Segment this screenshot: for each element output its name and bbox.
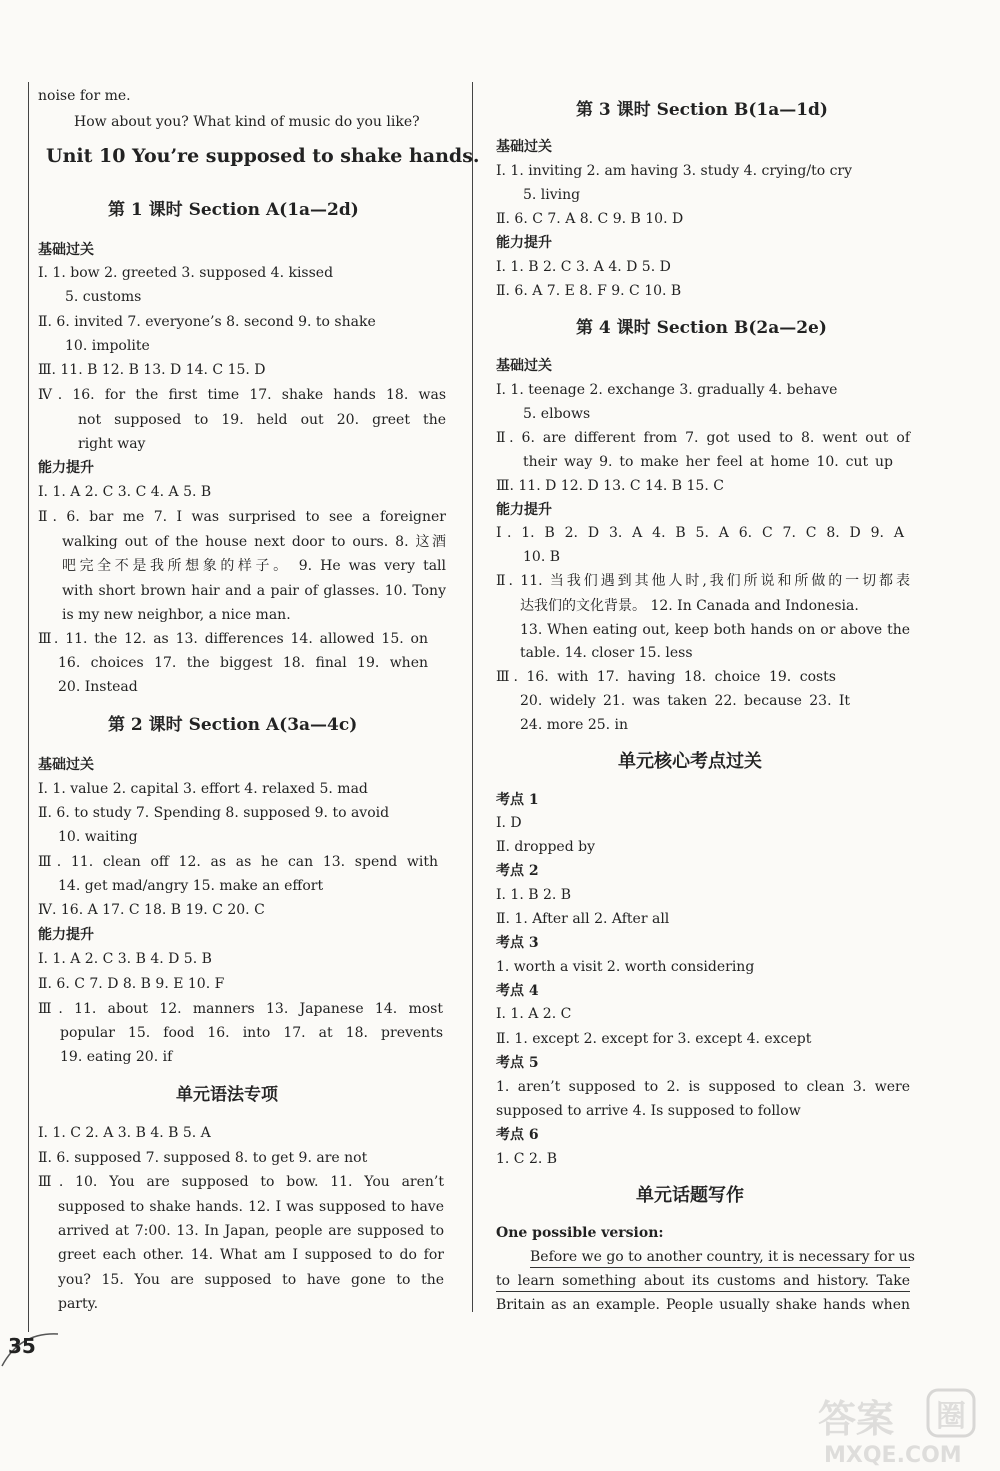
lesson2-basic-label: 基础过关 bbox=[38, 757, 94, 773]
lesson1-basic-line: Ⅲ. 11. B 12. B 13. D 14. C 15. D bbox=[38, 362, 266, 378]
lesson4-ability-line: 20. widely 21. was taken 22. because 23. It bbox=[520, 693, 850, 709]
core-k5-label: 考点 5 bbox=[496, 1055, 539, 1071]
core-k6-line: 1. C 2. B bbox=[496, 1151, 558, 1167]
core-k1-label: 考点 1 bbox=[496, 792, 539, 808]
lesson2-basic-line: Ⅰ. 1. value 2. capital 3. effort 4. relaxed 5. mad bbox=[38, 781, 368, 797]
grammar-line: Ⅰ. 1. C 2. A 3. B 4. B 5. A bbox=[38, 1125, 211, 1141]
writing-line-text: Before we go to another country, it is necessary for us bbox=[530, 1249, 915, 1265]
grammar-line: Ⅱ. 6. supposed 7. supposed 8. to get 9. are not bbox=[38, 1150, 368, 1166]
lesson4-ability-line: 达我们的文化背景。 12. In Canada and Indonesia. bbox=[520, 598, 859, 614]
lesson4-ability-line: table. 14. closer 15. less bbox=[520, 645, 693, 661]
core-k5-line: supposed to arrive 4. Is supposed to follow bbox=[496, 1103, 801, 1119]
core-k1-line: Ⅱ. dropped by bbox=[496, 839, 595, 855]
lesson1-basic-line: Ⅳ. 16. for the first time 17. shake hands 18. was bbox=[38, 387, 446, 403]
lesson3-title: 第 3 课时 Section B(1a—1d) bbox=[576, 100, 828, 120]
lesson1-ability-line: is my new neighbor, a nice man. bbox=[62, 607, 291, 623]
svg-text:圈: 圈 bbox=[936, 1399, 966, 1434]
writing-line-text: Britain as an example. People usually shake hands when bbox=[496, 1297, 910, 1313]
lesson1-title: 第 1 课时 Section A(1a—2d) bbox=[108, 200, 359, 220]
writing-line bbox=[496, 1295, 910, 1315]
lesson1-basic-line: right way bbox=[78, 436, 146, 452]
grammar-line: party. bbox=[58, 1296, 99, 1312]
grammar-line: Ⅲ. 10. You are supposed to bow. 11. You aren’t bbox=[38, 1174, 444, 1190]
grammar-line: you? 15. You are supposed to have gone to the bbox=[58, 1272, 444, 1288]
lesson3-ability-line: Ⅱ. 6. A 7. E 8. F 9. C 10. B bbox=[496, 283, 682, 299]
core-k4-label: 考点 4 bbox=[496, 983, 539, 999]
grammar-line: greet each other. 14. What am I supposed to do for bbox=[58, 1247, 444, 1263]
grammar-line: arrived at 7:00. 13. In Japan, people are supposed to bbox=[58, 1223, 444, 1239]
core-k4-line: Ⅱ. 1. except 2. except for 3. except 4. except bbox=[496, 1031, 812, 1047]
lesson4-ability-line: Ⅲ. 16. with 17. having 18. choice 19. costs bbox=[496, 669, 836, 685]
core-k2-label: 考点 2 bbox=[496, 863, 539, 879]
page-number: 35 bbox=[8, 1334, 36, 1358]
core-k5-line: 1. aren’t supposed to 2. is supposed to clean 3. were bbox=[496, 1079, 910, 1095]
lesson4-basic-line: Ⅲ. 11. D 12. D 13. C 14. B 15. C bbox=[496, 478, 724, 494]
lesson1-ability-label: 能力提升 bbox=[38, 460, 94, 476]
lesson2-ability-line: 19. eating 20. if bbox=[60, 1049, 173, 1065]
carryover-line-1: noise for me. bbox=[38, 88, 131, 104]
lesson2-ability-line: Ⅱ. 6. C 7. D 8. B 9. E 10. F bbox=[38, 976, 225, 992]
lesson3-ability-label: 能力提升 bbox=[496, 235, 552, 251]
core-k6-label: 考点 6 bbox=[496, 1127, 539, 1143]
lesson1-ability-line: Ⅱ. 6. bar me 7. I was surprised to see a foreigner bbox=[38, 509, 446, 525]
unit-title: Unit 10 You’re supposed to shake hands. bbox=[46, 145, 480, 167]
core-k4-line: Ⅰ. 1. A 2. C bbox=[496, 1006, 572, 1022]
grammar-title: 单元语法专项 bbox=[176, 1085, 278, 1105]
lesson2-title: 第 2 课时 Section A(3a—4c) bbox=[108, 715, 358, 735]
lesson1-ability-line: 20. Instead bbox=[58, 679, 138, 695]
center-column-rule bbox=[472, 82, 473, 1312]
lesson1-ability-line: 16. choices 17. the biggest 18. final 19. when bbox=[58, 655, 428, 671]
core-k1-line: Ⅰ. D bbox=[496, 815, 522, 831]
writing-line bbox=[530, 1247, 915, 1268]
watermark-logo bbox=[810, 1388, 980, 1468]
lesson4-basic-line: their way 9. to make her feel at home 10. cut up bbox=[523, 454, 893, 470]
lesson4-ability-line: 24. more 25. in bbox=[520, 717, 629, 733]
grammar-line: supposed to shake hands. 12. I was supposed to have bbox=[58, 1199, 444, 1215]
lesson1-ability-line: 吧完全不是我所想象的样子。 9. He was very tall bbox=[62, 558, 446, 574]
core-k2-line: Ⅱ. 1. After all 2. After all bbox=[496, 911, 670, 927]
lesson1-basic-line: 10. impolite bbox=[65, 338, 150, 354]
lesson4-ability-line: Ⅱ. 11. 当我们遇到其他人时,我们所说和所做的一切都表 bbox=[496, 573, 910, 589]
writing-line bbox=[496, 1271, 910, 1292]
lesson1-basic-label: 基础过关 bbox=[38, 242, 94, 258]
lesson1-ability-line: walking out of the house next door to ours. 8. 这酒 bbox=[62, 534, 446, 550]
lesson2-basic-line: Ⅱ. 6. to study 7. Spending 8. supposed 9. to avoid bbox=[38, 805, 390, 821]
core-k3-line: 1. worth a visit 2. worth considering bbox=[496, 959, 755, 975]
lesson4-basic-line: 5. elbows bbox=[523, 406, 591, 422]
lesson1-basic-line: not supposed to 19. held out 20. greet the bbox=[78, 412, 446, 428]
lesson2-basic-line: 10. waiting bbox=[58, 829, 138, 845]
lesson2-basic-line: Ⅲ. 11. clean off 12. as as he can 13. spend with bbox=[38, 854, 438, 870]
lesson3-basic-label: 基础过关 bbox=[496, 139, 552, 155]
svg-text:答案: 答案 bbox=[818, 1397, 895, 1441]
carryover-line-2: How about you? What kind of music do you like? bbox=[74, 114, 420, 130]
lesson1-ability-line: with short brown hair and a pair of glasses. 10. Tony bbox=[62, 583, 446, 599]
lesson4-basic-line: Ⅰ. 1. teenage 2. exchange 3. gradually 4. behave bbox=[496, 382, 838, 398]
writing-title: 单元话题写作 bbox=[636, 1185, 744, 1206]
lesson1-ability-line: Ⅰ. 1. A 2. C 3. C 4. A 5. B bbox=[38, 484, 212, 500]
writing-line-text: to learn something about its customs and history. Take bbox=[496, 1273, 910, 1289]
lesson4-ability-label: 能力提升 bbox=[496, 502, 552, 518]
lesson4-ability-line: 10. B bbox=[523, 549, 561, 565]
lesson1-basic-line: Ⅰ. 1. bow 2. greeted 3. supposed 4. kissed bbox=[38, 265, 334, 281]
lesson4-basic-line: Ⅱ. 6. are different from 7. got used to 8. went out of bbox=[496, 430, 910, 446]
lesson2-ability-line: Ⅰ. 1. A 2. C 3. B 4. D 5. B bbox=[38, 951, 212, 967]
lesson2-ability-line: popular 15. food 16. into 17. at 18. prevents bbox=[60, 1025, 443, 1041]
core-title: 单元核心考点过关 bbox=[618, 751, 762, 772]
watermark-text: MXQE.COM bbox=[824, 1443, 962, 1468]
core-k3-label: 考点 3 bbox=[496, 935, 539, 951]
lesson1-ability-line: Ⅲ. 11. the 12. as 13. differences 14. allowed 15. on bbox=[38, 631, 428, 647]
left-column-rule bbox=[28, 82, 29, 1332]
core-k2-line: Ⅰ. 1. B 2. B bbox=[496, 887, 572, 903]
lesson4-basic-label: 基础过关 bbox=[496, 358, 552, 374]
lesson1-basic-line: Ⅱ. 6. invited 7. everyone’s 8. second 9. to shake bbox=[38, 314, 376, 330]
lesson3-basic-line: Ⅰ. 1. inviting 2. am having 3. study 4. crying/to cry bbox=[496, 163, 853, 179]
lesson2-ability-line: Ⅲ. 11. about 12. manners 13. Japanese 14. most bbox=[38, 1001, 443, 1017]
lesson4-ability-line: Ⅰ. 1. B 2. D 3. A 4. B 5. A 6. C 7. C 8. D 9. A bbox=[496, 525, 904, 541]
lesson2-basic-line: 14. get mad/angry 15. make an effort bbox=[58, 878, 324, 894]
writing-version-label: One possible version: bbox=[496, 1225, 664, 1241]
lesson1-basic-line: 5. customs bbox=[65, 289, 142, 305]
lesson3-basic-line: 5. living bbox=[523, 187, 581, 203]
lesson4-title: 第 4 课时 Section B(2a—2e) bbox=[576, 318, 827, 338]
lesson2-basic-line: Ⅳ. 16. A 17. C 18. B 19. C 20. C bbox=[38, 902, 265, 918]
lesson3-ability-line: Ⅰ. 1. B 2. C 3. A 4. D 5. D bbox=[496, 259, 671, 275]
lesson3-basic-line: Ⅱ. 6. C 7. A 8. C 9. B 10. D bbox=[496, 211, 684, 227]
lesson4-ability-line: 13. When eating out, keep both hands on or above the bbox=[520, 622, 910, 638]
lesson2-ability-label: 能力提升 bbox=[38, 927, 94, 943]
